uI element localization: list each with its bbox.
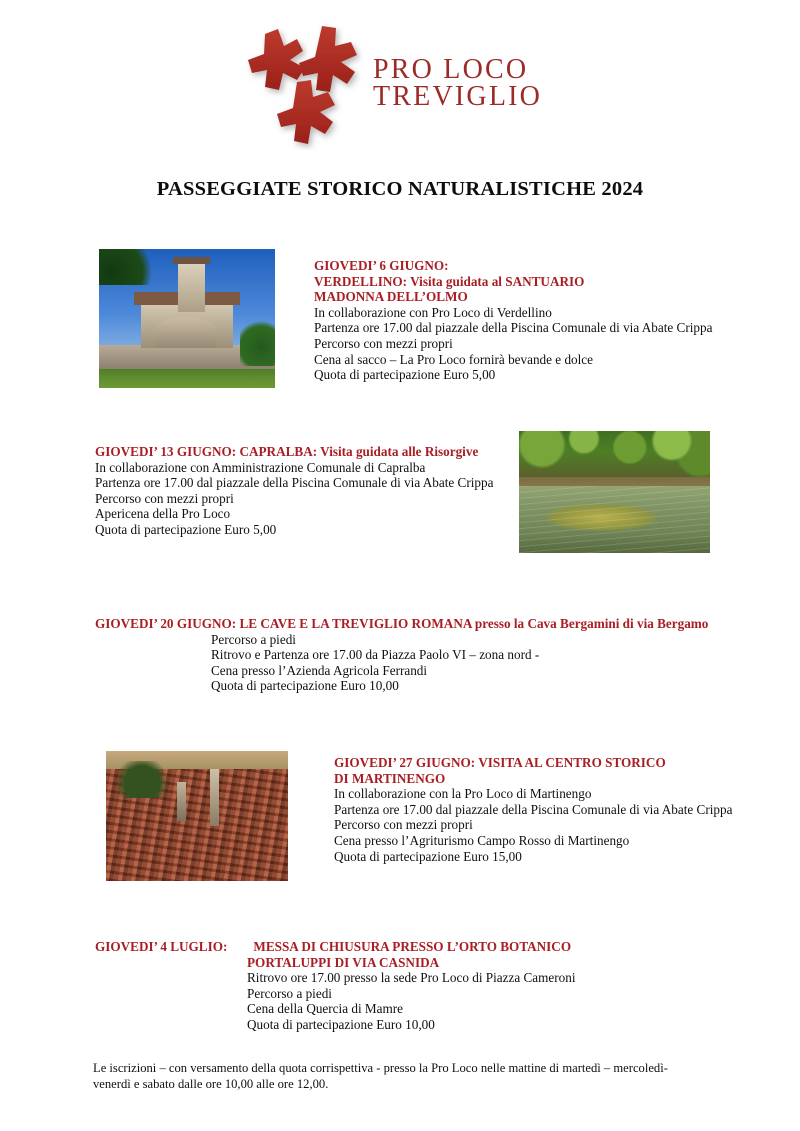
santuario-madonna-dellolmo-photo [99,249,275,388]
event-date-label: GIOVEDI’ 4 LUGLIO: [95,939,228,954]
event-heading-line: GIOVEDI’ 13 GIUGNO: CAPRALBA: Visita guidata alle Risorgive [95,444,479,459]
event-detail-line: Cena al sacco – La Pro Loco fornirà bevande e dolce [314,351,594,367]
event-heading-line: DI MARTINENGO [334,770,446,786]
event-block-4-luglio [95,939,655,1033]
event-detail-line: Percorso con mezzi propri [95,490,234,506]
event-detail-line: Cena presso l’Agriturismo Campo Rosso di Martinengo [334,832,630,848]
logo-line-1: PRO LOCO [373,54,529,85]
event-heading-line: GIOVEDI’ 20 GIUGNO: LE CAVE E LA TREVIGLIO ROMANA presso la Cava Bergamini di via Bergamo [95,616,709,631]
event-detail-line: Cena presso l’Azienda Agricola Ferrandi [211,662,428,678]
event-detail-line: Partenza ore 17.00 dal piazzale della Piscina Comunale di via Abate Crippa [95,475,494,491]
event-block-13-giugno [95,444,525,538]
event-detail-line: Quota di partecipazione Euro 5,00 [314,367,496,383]
pro-loco-treviglio-cross-mark-icon [235,20,375,150]
event-block-6-giugno [314,258,784,383]
event-heading-line: GIOVEDI’ 27 GIUGNO: VISITA AL CENTRO STORICO [334,755,666,770]
event-heading-line: GIOVEDI’ 6 GIUGNO: [314,258,449,273]
event-block-20-giugno [95,616,755,694]
event-detail-line: Cena della Quercia di Mamre [247,1001,403,1017]
event-heading-line: VERDELLINO: Visita guidata al SANTUARIO [314,273,585,289]
risorgive-capralba-photo [519,431,710,553]
registration-note-line: venerdì e sabato dalle ore 10,00 alle ore 12,00. [93,1077,329,1091]
header-logo-block [0,18,800,158]
event-detail-line: Quota di partecipazione Euro 15,00 [334,848,522,864]
logo-wordmark [373,56,573,111]
martinengo-centro-storico-photo [106,751,288,881]
registration-note [93,1060,733,1092]
event-detail-line: Ritrovo e Partenza ore 17.00 da Piazza Paolo VI – zona nord - [211,647,540,663]
event-detail-line: Quota di partecipazione Euro 10,00 [211,678,399,694]
event-detail-line: In collaborazione con Pro Loco di Verdellino [314,304,552,320]
event-detail-line: Percorso con mezzi propri [334,817,473,833]
event-detail-line: Quota di partecipazione Euro 5,00 [95,521,277,537]
event-heading-line: MESSA DI CHIUSURA PRESSO L’ORTO BOTANICO [253,939,572,954]
event-detail-line: Partenza ore 17.00 dal piazzale della Piscina Comunale di via Abate Crippa [314,320,713,336]
event-detail-line: Ritrovo ore 17.00 presso la sede Pro Loco di Piazza Cameroni [247,970,576,986]
event-detail-line: Apericena della Pro Loco [95,506,231,522]
logo-line-2: TREVIGLIO [373,81,543,113]
event-detail-line: Quota di partecipazione Euro 10,00 [247,1016,435,1032]
event-detail-line: Percorso a piedi [247,985,332,1001]
event-date-and-title-line [95,939,655,955]
event-detail-line: Percorso a piedi [211,631,296,647]
event-detail-line: In collaborazione con la Pro Loco di Martinengo [334,786,592,802]
event-heading-line: MADONNA DELL’OLMO [314,289,468,305]
registration-note-line: Le iscrizioni – con versamento della quota corrispettiva - presso la Pro Loco nelle mattine di martedì – mercoledì- [93,1061,668,1075]
event-detail-line: Percorso con mezzi propri [314,335,453,351]
page-title: PASSEGGIATE STORICO NATURALISTICHE 2024 [156,178,644,200]
event-heading-line: PORTALUPPI DI VIA CASNIDA [247,954,440,970]
event-detail-line: Partenza ore 17.00 dal piazzale della Piscina Comunale di via Abate Crippa [334,801,733,817]
event-detail-line: In collaborazione con Amministrazione Comunale di Capralba [95,459,426,475]
event-block-27-giugno [334,755,764,864]
